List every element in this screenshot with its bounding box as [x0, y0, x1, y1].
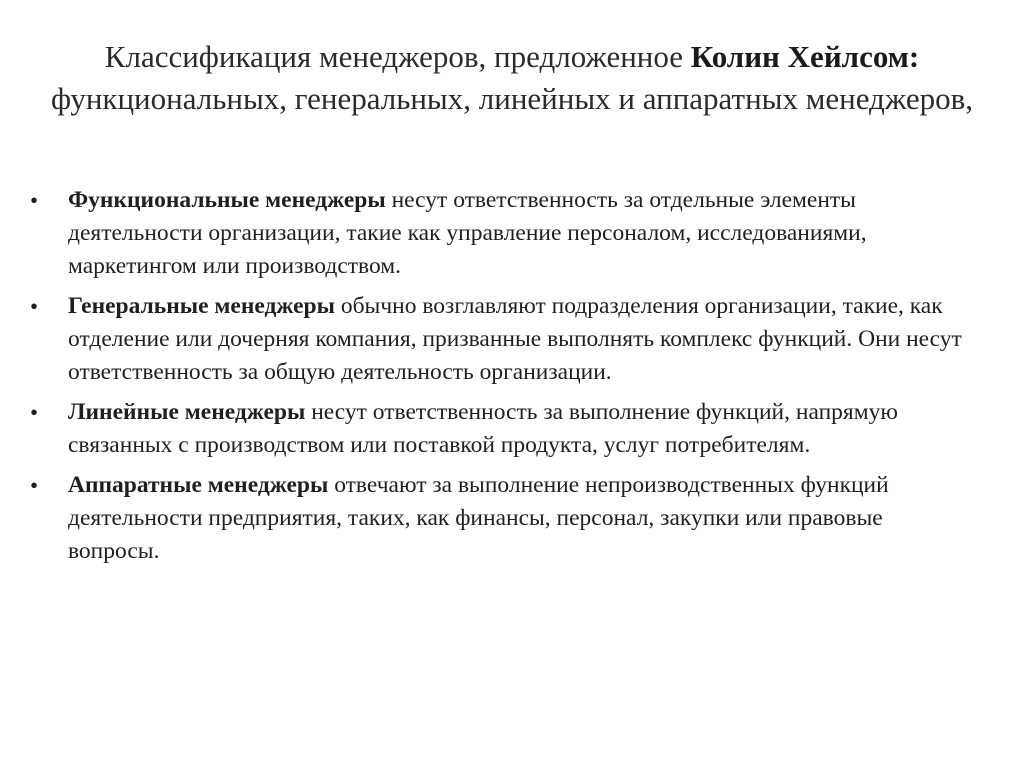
bullet-term: Генеральные менеджеры — [68, 293, 335, 319]
bullet-term: Линейные менеджеры — [68, 399, 306, 425]
bullet-item-staff — [24, 469, 974, 568]
bullet-icon: • — [29, 294, 39, 319]
bullet-text: отвечают за выполнение непроизводственных функций деятельности предприятия, таких, как финансы, персонал, закупки или правовые вопросы. — [68, 472, 889, 564]
bullet-term: Функциональные менеджеры — [68, 187, 386, 213]
bullet-text: обычно возглавляют подразделения организации, такие, как отделение или дочерняя компания, призванные выполнять комплекс функций. Они несут ответственность за общую деятельность организации. — [68, 293, 962, 385]
bullet-icon: • — [29, 473, 39, 498]
title-rest: функциональных, генеральных, линейных и аппаратных менеджеров, — [51, 81, 973, 116]
bullet-item-general — [24, 290, 974, 389]
bullet-item-functional — [24, 184, 974, 283]
bullet-text: несут ответственность за отдельные элементы деятельности организации, такие как управление персоналом, исследованиями, маркетингом или производством. — [68, 187, 867, 279]
title-author: Колин Хейлсом: — [690, 39, 920, 74]
title-prefix: Классификация менеджеров, предложенное — [104, 39, 691, 74]
bullet-term: Аппаратные менеджеры — [68, 472, 329, 498]
bullet-icon: • — [29, 188, 39, 213]
bullet-list — [24, 184, 974, 575]
slide-title — [40, 36, 984, 120]
bullet-text: несут ответственность за выполнение функций, напрямую связанных с производством или поставкой продукта, услуг потребителям. — [68, 399, 898, 458]
bullet-item-line — [24, 396, 974, 462]
bullet-icon: • — [29, 400, 39, 425]
